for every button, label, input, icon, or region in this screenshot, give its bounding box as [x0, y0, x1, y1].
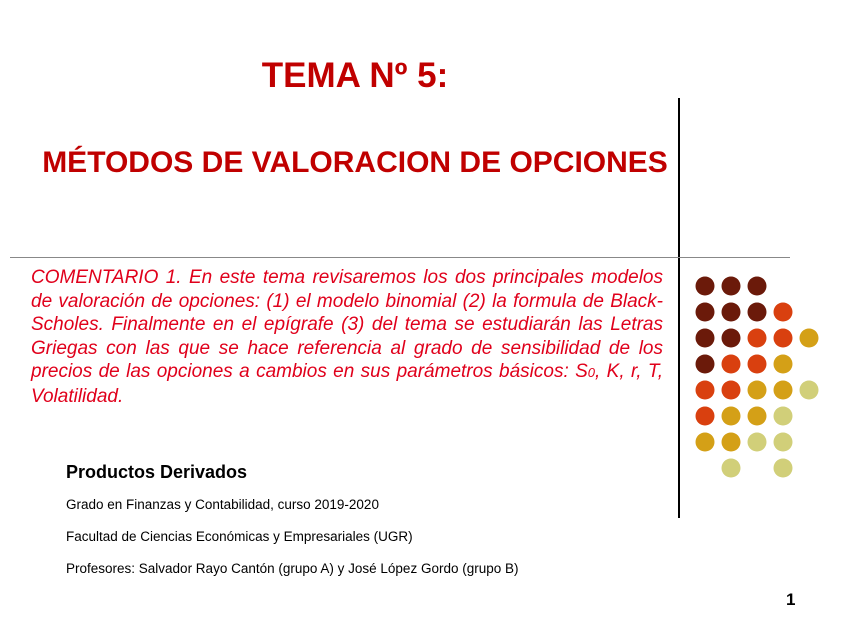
decorative-dot [748, 407, 767, 426]
decorative-dot [722, 303, 741, 322]
decorative-dot [722, 329, 741, 348]
decorative-dot [748, 329, 767, 348]
comment-subscript: 0 [587, 365, 596, 380]
comment-text: COMENTARIO 1. En este tema revisaremos los dos principales modelos de valoración de opciones: (1) el modelo binomial (2) la formula de Black-Scholes. Finalmente en el epígrafe (3) del tema se estudiarán las Letras Griegas con las que se hace referencia al grado de sensibilidad de los precios de las opciones a cambios en sus parámetros básicos: S [31, 267, 663, 382]
decorative-dot [748, 303, 767, 322]
decorative-dot [696, 355, 715, 374]
decorative-dot [696, 303, 715, 322]
decorative-dot [722, 355, 741, 374]
decorative-dot [800, 381, 819, 400]
decorative-dot [748, 277, 767, 296]
faculty-line: Facultad de Ciencias Económicas y Empresariales (UGR) [66, 529, 413, 544]
decorative-dot [748, 355, 767, 374]
decorative-dot [696, 381, 715, 400]
decorative-dot [774, 329, 793, 348]
decorative-dot [696, 433, 715, 452]
decorative-dot [748, 381, 767, 400]
decorative-dot [722, 381, 741, 400]
degree-line: Grado en Finanzas y Contabilidad, curso 2019-2020 [66, 497, 379, 512]
decorative-dot [774, 381, 793, 400]
decorative-dot [722, 407, 741, 426]
decorative-dot [696, 407, 715, 426]
decorative-dot [696, 329, 715, 348]
decorative-dot [774, 355, 793, 374]
decorative-dot [774, 459, 793, 478]
decorative-dot [696, 277, 715, 296]
slide-subtitle: MÉTODOS DE VALORACION DE OPCIONES [42, 146, 668, 179]
decorative-dot [748, 433, 767, 452]
page-number: 1 [786, 590, 796, 609]
decorative-dot [722, 433, 741, 452]
decorative-dot [774, 433, 793, 452]
slide-title: TEMA Nº 5: [261, 56, 449, 95]
course-name: Productos Derivados [66, 462, 248, 482]
decorative-dot [774, 303, 793, 322]
decorative-dot [800, 329, 819, 348]
professors-line: Profesores: Salvador Rayo Cantón (grupo A) y José López Gordo (grupo B) [66, 561, 519, 576]
comment-text-end: , K, r, T, Volatilidad. [31, 361, 664, 407]
decorative-dot [722, 459, 741, 478]
decorative-dot [774, 407, 793, 426]
decorative-dot [722, 277, 741, 296]
